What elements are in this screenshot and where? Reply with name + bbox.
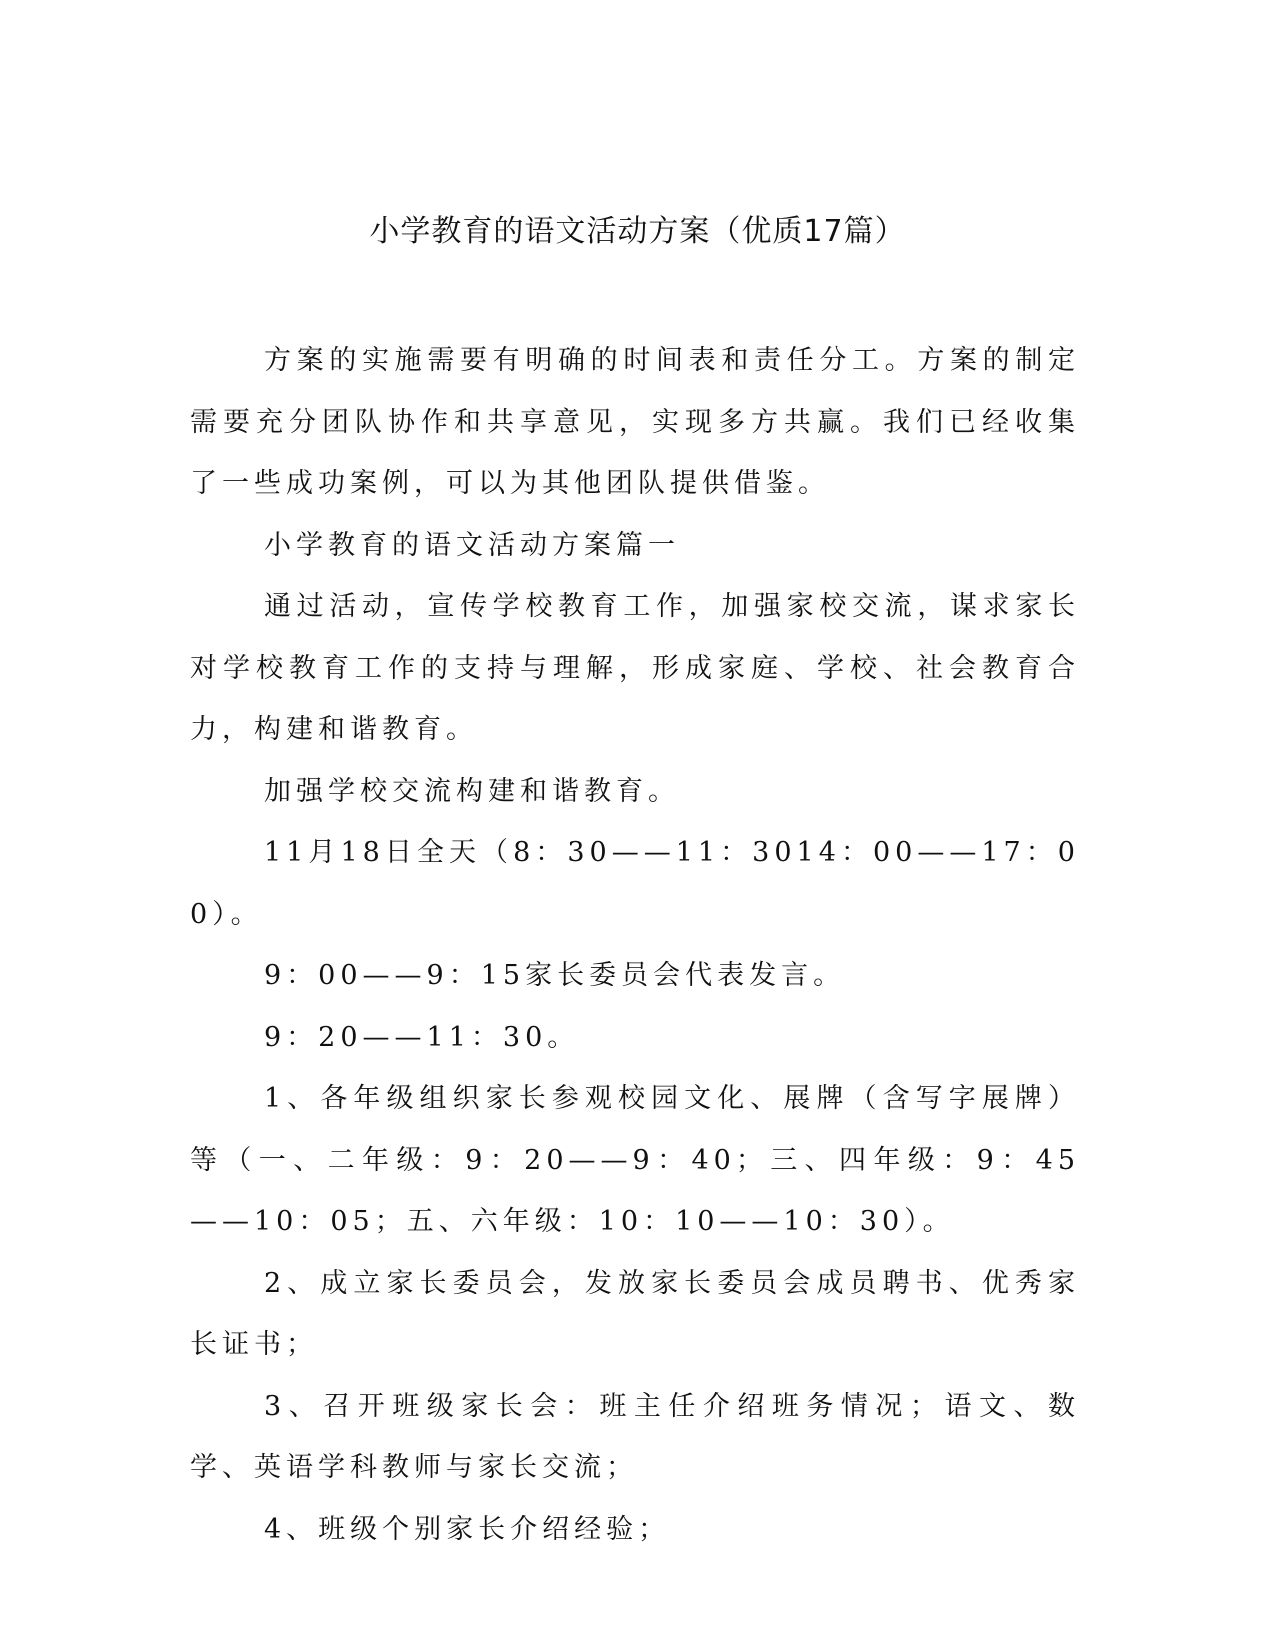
document-title: 小学教育的语文活动方案（优质17篇）	[369, 214, 906, 249]
list-item: 4、班级个别家长介绍经验；	[264, 1513, 671, 1545]
document-body	[190, 330, 1080, 1560]
list-item: 1、各年级组织家长参观校园文化、展牌（含写字展牌）等（一、二年级：9：20——9：40；三、四年级：9：45——10：05；五、六年级：10：10——10：30）。	[190, 1083, 1080, 1237]
list-item: 2、成立家长委员会，发放家长委员会成员聘书、优秀家长证书；	[190, 1267, 1080, 1360]
purpose-paragraph: 通过活动，宣传学校教育工作，加强家校交流，谋求家长对学校教育工作的支持与理解，形成家庭、学校、社会教育合力，构建和谐教育。	[190, 591, 1080, 745]
theme-paragraph: 加强学校交流构建和谐教育。	[264, 775, 680, 807]
section-heading: 小学教育的语文活动方案篇一	[264, 529, 680, 561]
schedule-item: 9：00——9：15家长委员会代表发言。	[264, 960, 846, 991]
date-paragraph: 11月18日全天（8：30——11：3014：00——17：00）。	[190, 837, 1080, 930]
list-item: 3、召开班级家长会：班主任介绍班务情况；语文、数学、英语学科教师与家长交流；	[190, 1390, 1080, 1483]
intro-paragraph: 方案的实施需要有明确的时间表和责任分工。方案的制定需要充分团队协作和共享意见，实现多方共赢。我们已经收集了一些成功案例，可以为其他团队提供借鉴。	[190, 345, 1080, 499]
schedule-item: 9：20——11：30。	[264, 1021, 580, 1053]
